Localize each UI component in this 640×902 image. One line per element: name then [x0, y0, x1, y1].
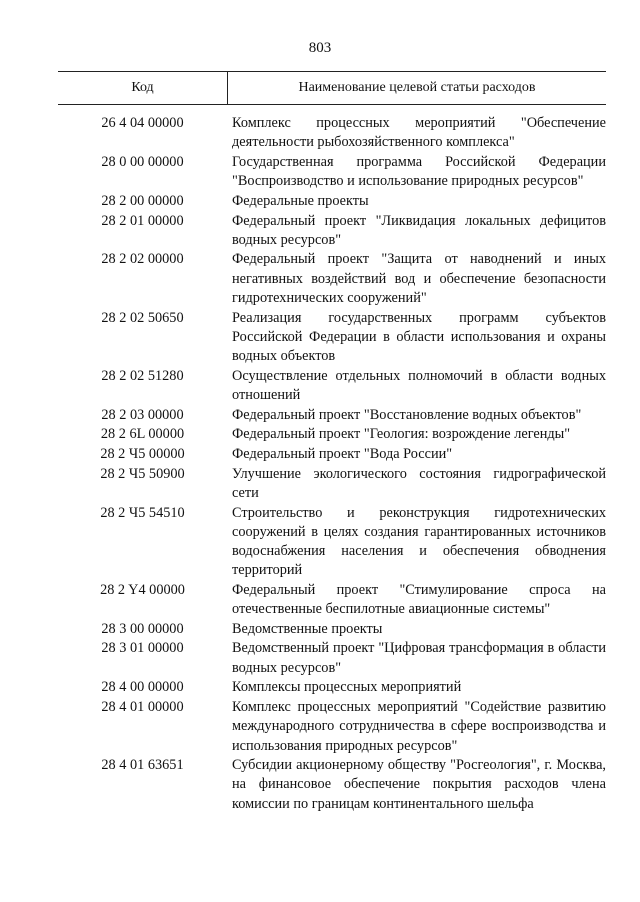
row-name: Федеральный проект "Вода России": [232, 445, 453, 462]
row-code: 28 3 00 00000: [101, 620, 184, 637]
row-code: 28 0 00 00000: [101, 153, 184, 170]
row-code: 28 2 02 51280: [101, 367, 184, 384]
table-row: [58, 309, 606, 367]
row-name: Федеральный проект "Геология: возрождение легенды": [232, 426, 571, 443]
table-row: [58, 756, 606, 814]
row-name: Комплекс процессных мероприятий "Обеспечение деятельности рыбохозяйственного комплекса": [232, 115, 606, 151]
table-row: [58, 114, 606, 152]
page-number: 803: [308, 40, 332, 56]
row-code: 28 2 02 00000: [101, 251, 184, 268]
row-name: Ведомственные проекты: [232, 620, 383, 637]
table-row: [58, 192, 606, 211]
table-row: [58, 504, 606, 581]
row-name: Строительство и реконструкция гидротехнических сооружений в целях создания гарантированных источников водоснабжения населения и обеспечения обводнения территорий: [232, 504, 606, 579]
table-row: [58, 581, 606, 619]
row-name: Государственная программа Российской Федерации "Воспроизводство и использование природных ресурсов": [232, 153, 606, 190]
header-name: Наименование целевой статьи расходов: [298, 80, 536, 95]
row-name: Ведомственный проект "Цифровая трансформация в области водных ресурсов": [232, 640, 606, 676]
table-row: [58, 250, 606, 308]
row-code: 28 2 02 50650: [101, 309, 184, 326]
row-code: 28 2 Ч5 54510: [100, 504, 185, 521]
row-code: 28 2 01 00000: [101, 212, 184, 229]
row-code: 26 4 04 00000: [101, 115, 184, 131]
row-code: 28 4 00 00000: [101, 679, 184, 696]
table-row: [58, 406, 606, 425]
row-name: Федеральный проект "Ликвидация локальных дефицитов водных ресурсов": [232, 212, 606, 248]
row-code: 28 4 01 63651: [101, 757, 184, 774]
row-code: 28 2 00 00000: [101, 192, 184, 209]
table-row: [58, 212, 606, 250]
row-code: 28 2 6L 00000: [100, 426, 185, 443]
row-name: Комплекс процессных мероприятий "Содействие развитию международного сотрудничества в сфере воспроизводства и использования природных ресурсов": [232, 699, 606, 754]
row-code: 28 2 Ч5 50900: [100, 465, 185, 482]
row-code: 28 2 03 00000: [101, 406, 184, 423]
row-name: Федеральный проект "Стимулирование спроса на отечественные беспилотные авиационные системы": [232, 581, 606, 618]
table-row: [58, 698, 606, 756]
table-row: [58, 153, 606, 191]
row-code: 28 2 Y4 00000: [100, 581, 185, 598]
row-name: Федеральный проект "Защита от наводнений и иных негативных воздействий вод и обеспечение безопасности гидротехнических сооружений": [232, 251, 606, 306]
table-header: [58, 71, 606, 105]
row-name: Осуществление отдельных полномочий в области водных отношений: [232, 367, 606, 403]
row-name: Федеральные проекты: [232, 192, 369, 209]
row-name: Федеральный проект "Восстановление водных объектов": [232, 406, 582, 423]
header-code: Код: [58, 72, 228, 104]
table-body: [58, 114, 606, 814]
table-row: [58, 678, 606, 697]
row-name: Улучшение экологического состояния гидрографической сети: [232, 465, 606, 501]
table-row: [58, 620, 606, 639]
row-code: 28 2 Ч5 00000: [100, 445, 185, 462]
row-name: Реализация государственных программ субъектов Российской Федерации в области использования и охраны водных объектов: [232, 309, 606, 364]
table-row: [58, 639, 606, 677]
table-row: [58, 465, 606, 503]
row-code: 28 4 01 00000: [101, 699, 184, 716]
table-row: [58, 445, 606, 464]
row-name: Субсидии акционерному обществу "Росгеология", г. Москва, на финансовое обеспечение покрытия расходов члена комиссии по границам континентального шельфа: [232, 757, 606, 812]
row-name: Комплексы процессных мероприятий: [232, 679, 462, 696]
row-code: 28 3 01 00000: [101, 640, 184, 657]
table-row: [58, 367, 606, 405]
table-row: [58, 425, 606, 444]
